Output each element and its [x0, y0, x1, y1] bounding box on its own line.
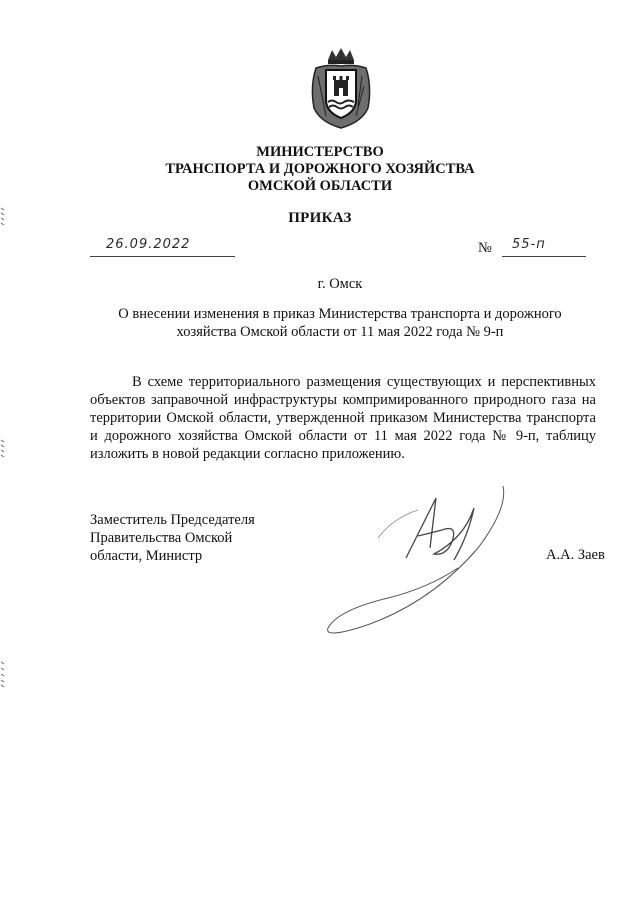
document-type: ПРИКАЗ: [288, 210, 352, 226]
date-underline: [90, 256, 235, 257]
scan-edge-mark-icon: [0, 438, 6, 460]
handwritten-signature-icon: [318, 478, 518, 638]
city: г. Омск: [317, 276, 363, 292]
date-handwritten: 26.09.2022: [106, 237, 191, 252]
document-subject: О внесении изменения в приказ Министерства транспорта и дорожного хозяйства Омской области от 11 мая 2022 года № 9-п: [118, 306, 562, 340]
scan-edge-mark-icon: [0, 660, 6, 688]
signatory-title: [90, 511, 255, 565]
document-body: В схеме территориального размещения существующих и перспективных объектов заправочной инфраструктуры компримированного природного газа на территории Омской области, утвержденной приказом Министерства транспорта и дорожного хозяйства Омской области от 11 мая 2022 года № 9-п, таблицу изложить в новой редакции согласно приложению.: [90, 374, 596, 462]
number-handwritten: 55-п: [512, 237, 546, 252]
ministry-title-line3: ОМСКОЙ ОБЛАСТИ: [247, 178, 393, 194]
signatory-title-line1: Заместитель Председателя: [90, 512, 255, 528]
scan-edge-mark-icon: [0, 206, 6, 228]
number-sign: №: [478, 240, 492, 256]
signatory-name: А.А. Заев: [546, 547, 605, 563]
ministry-title-line2: ТРАНСПОРТА И ДОРОЖНОГО ХОЗЯЙСТВА: [165, 161, 475, 177]
coat-of-arms-icon: [306, 46, 376, 130]
number-underline: [502, 256, 586, 257]
signatory-title-line3: области, Министр: [90, 548, 203, 564]
number-field: [478, 236, 586, 260]
signatory-title-line2: Правительства Омской: [90, 530, 233, 546]
ministry-title-line1: МИНИСТЕРСТВО: [256, 144, 384, 160]
date-field: [90, 236, 235, 260]
